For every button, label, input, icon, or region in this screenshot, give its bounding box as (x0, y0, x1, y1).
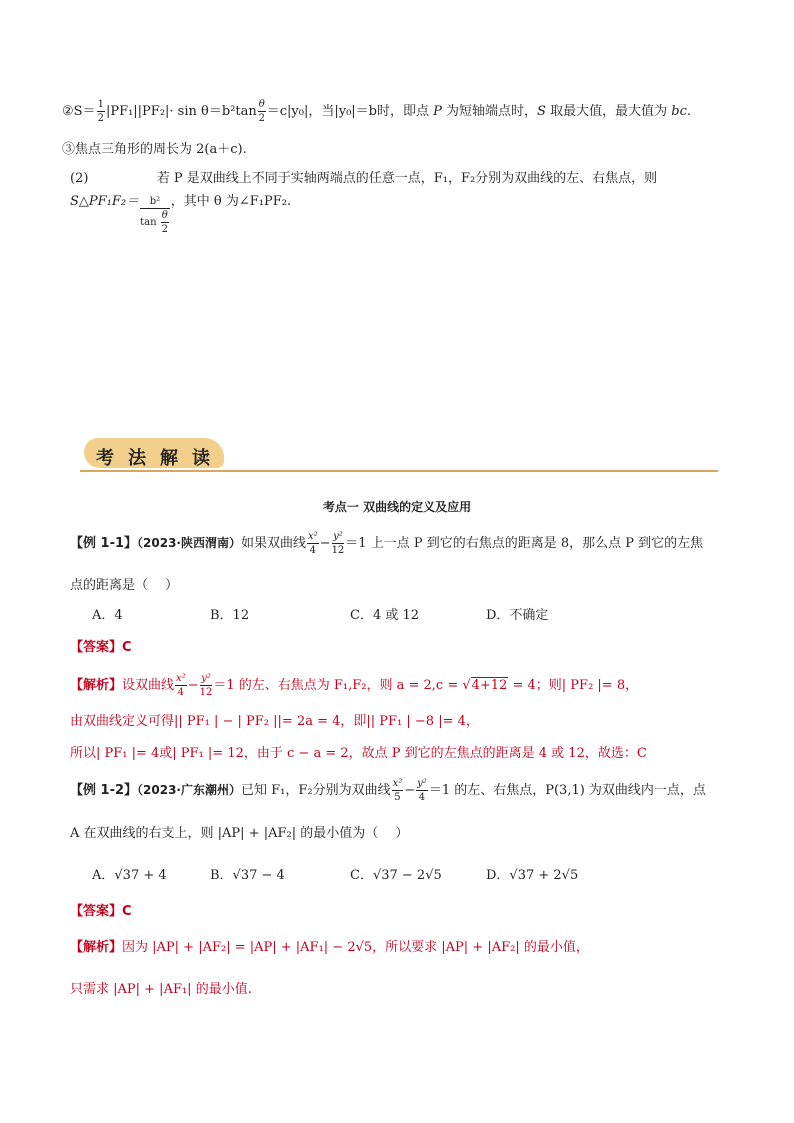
ex1-option-b[interactable]: B．12 (210, 608, 250, 623)
ex2-text-b: ＝1 的左、右焦点，P(3,1) 为双曲线内一点，点 (428, 783, 706, 798)
p2-line2 (70, 190, 291, 236)
ex1-analysis-1c: = 4；则| PF₂ |= 8， (512, 678, 639, 693)
section-divider (80, 470, 718, 472)
ex2-stem-line1: 【例 1-2】（2023·广东潮州）已知 F₁，F₂分别为双曲线 $\frac{\text{x²}}{5}$ − $\frac{\text{y²}}{4}$ ＝1 的左、右焦点，P(3,1) 为双曲线内一点，点 (70, 778, 706, 803)
ex2-option-b[interactable]: B．√37 − 4 (210, 868, 285, 883)
frac-y2-4: $\frac{\text{y²}}{4}$ (417, 778, 427, 803)
ex2-source: （2023·广东潮州） (137, 783, 241, 797)
ex2-text-a: 已知 F₁，F₂分别为双曲线 (240, 783, 391, 798)
ex2-analysis-line1 (70, 936, 589, 955)
ex1-analysis-line1: 【解析】设双曲线 $\frac{\text{x²}}{4}$ − $\frac{\text{y²}}{12}$ ＝1 的左、右焦点为 F₁,F₂，则 a = 2,c = √4+12 = 4；则| PF₂ |= 8， (70, 673, 639, 698)
ex2-option-d[interactable]: D．√37 + 2√5 (486, 868, 579, 883)
ex2-option-c[interactable]: C．√37 − 2√5 (350, 868, 442, 883)
ex1-analysis-label: 【解析】 (70, 678, 123, 693)
frac-x2-5: $\frac{\text{x²}}{5}$ (392, 778, 403, 803)
area-tail: 为短轴端点时， (446, 104, 538, 119)
ex1-source: （2023·陕西渭南） (137, 536, 241, 550)
ex1-stem-line1: 【例 1-1】（2023·陕西渭南）如果双曲线 $\frac{\text{x²}}{4}$ − $\frac{\text{y²}}{12}$ ＝1 上一点 P 到它的右焦点的距离是 8，那么点 P 到它的左焦 (70, 531, 704, 556)
perimeter-line: ③焦点三角形的周长为 2(a＋c). (62, 142, 247, 157)
area-end: 取最大值，最大值为 (550, 104, 668, 119)
frac-b2-tan: b² tan $\frac{\theta}{2}$ (140, 196, 168, 235)
ex2-answer-label: 【答案】 (70, 904, 123, 919)
p2-number: (2) (70, 171, 89, 186)
ex1-analysis-1b: ＝1 的左、右焦点为 F₁,F₂，则 a = 2,c = (213, 678, 459, 693)
frac-y2-12: $\frac{\text{y²}}{12}$ (331, 531, 345, 556)
badge-char-3: 解 (160, 448, 178, 469)
frac-x2-4: $\frac{\text{x²}}{4}$ (308, 531, 318, 556)
frac-y2-12-b: $\frac{\text{y²}}{12}$ (199, 673, 213, 698)
ex1-option-d[interactable]: D．不确定 (486, 608, 549, 623)
p2-tail: ，其中 θ 为∠F₁PF₂. (170, 194, 292, 209)
ex1-analysis-line2: 由双曲线定义可得|| PF₁ | − | PF₂ ||= 2a = 4，即|| PF₁ | −8 |= 4， (70, 714, 479, 729)
p2-area-symbol: S△PF₁F₂＝ (70, 194, 140, 209)
area-lead: ②S＝ (62, 104, 96, 119)
badge-char-1: 考 (96, 448, 114, 469)
ex1-option-a[interactable]: A．4 (92, 608, 123, 623)
ex2-stem-line2: A 在双曲线的右支上，则 |AP| + |AF₂| 的最小值为（ ） (70, 826, 409, 841)
p2-text: 若 P 是双曲线上不同于实轴两端点的任意一点，F₁，F₂分别为双曲线的左、右焦点，则 (156, 171, 658, 186)
frac-half: $\frac{1}{2}$ (97, 99, 104, 124)
ex1-text-a: 如果双曲线 (240, 536, 306, 551)
ex2-analysis-line2: 只需求 |AP| + |AF₁| 的最小值. (70, 982, 252, 997)
ex1-option-c[interactable]: C．4 或 12 (350, 608, 420, 623)
ex1-text-b: ＝1 上一点 P 到它的右焦点的距离是 8，那么点 P 到它的左焦 (345, 536, 704, 551)
ex2-answer-value: C (122, 904, 132, 919)
ex2-analysis-label: 【解析】 (70, 940, 123, 955)
formula-line-area: ②S＝ $\frac{1}{2}$ |PF₁||PF₂|· sin θ＝b²tan $\frac{\theta}{2}$ ＝c|y₀|，当|y₀|＝b时，即点 P 为短轴端点时，S 取最大值，最大值为 bc. (62, 99, 691, 124)
badge-char-4: 读 (192, 448, 210, 469)
ex2-option-a[interactable]: A．√37 + 4 (92, 868, 167, 883)
area-eq: ＝c|y₀|，当|y₀|＝b时，即点 (266, 104, 429, 119)
ex2-answer (70, 900, 132, 919)
frac-x2-4-b: $\frac{\text{x²}}{4}$ (176, 673, 186, 698)
ex1-analysis-1a: 设双曲线 (122, 678, 175, 693)
p2-line1 (70, 167, 657, 186)
area-bc: bc. (671, 104, 691, 119)
ex1-answer-label: 【答案】 (70, 640, 123, 655)
ex1-label: 【例 1-1】 (70, 536, 138, 551)
ex2-label: 【例 1-2】 (70, 783, 138, 798)
section-title: 考点一 双曲线的定义及应用 (322, 500, 472, 514)
ex1-answer (70, 636, 132, 655)
ex2-analysis-1: 因为 |AP| + |AF₂| = |AP| + |AF₁| − 2√5，所以要求 |AP| + |AF₂| 的最小值， (122, 940, 589, 955)
ex1-answer-value: C (122, 640, 132, 655)
ex1-stem-line2: 点的距离是（ ） (70, 578, 179, 593)
frac-theta-half: $\frac{\theta}{2}$ (258, 99, 265, 124)
area-mid: |PF₁||PF₂|· sin θ＝b²tan (105, 104, 257, 119)
ex1-analysis-line3: 所以| PF₁ |= 4或| PF₁ |= 12，由于 c − a = 2，故点 P 到它的左焦点的距离是 4 或 12，故选：C (70, 746, 647, 761)
badge-char-2: 法 (128, 448, 146, 469)
